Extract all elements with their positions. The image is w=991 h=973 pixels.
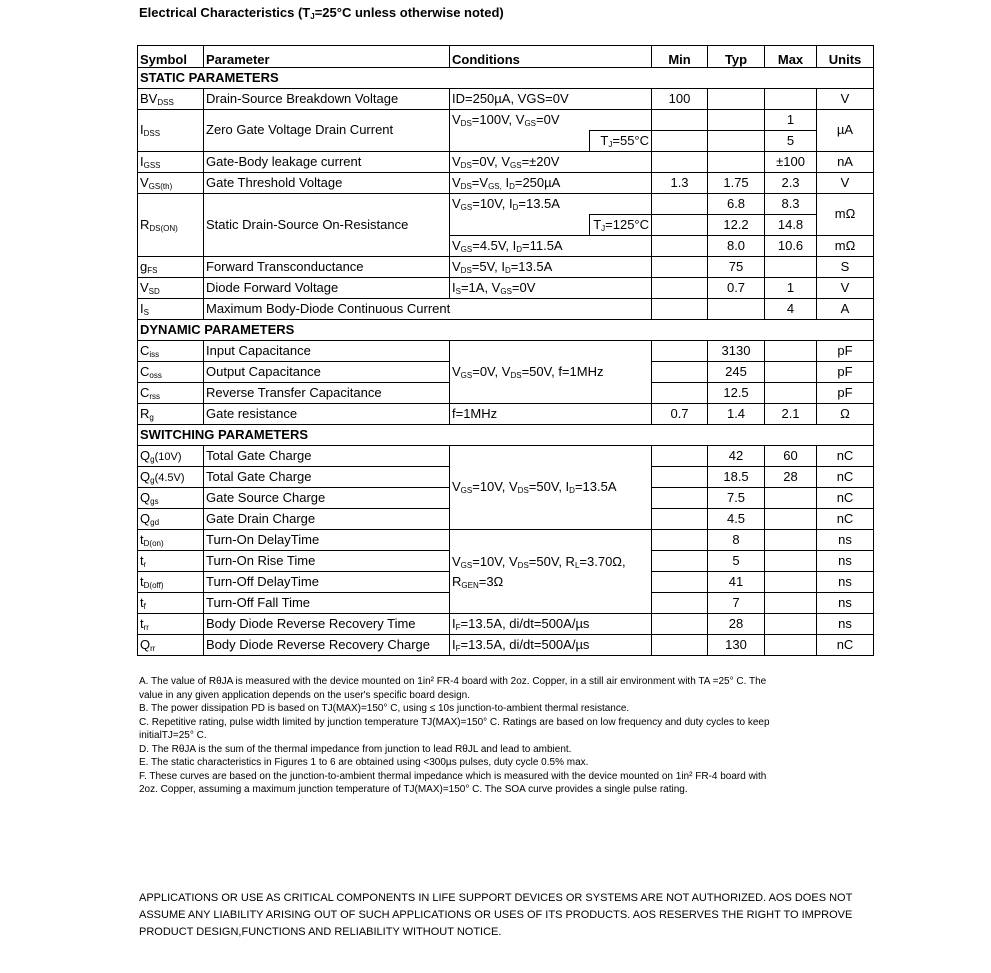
- header-min: Min: [652, 46, 708, 68]
- conditions-cell: $V_{DS}=0V$, $V_{GS}=\pm 20V$: [450, 152, 652, 173]
- footnotes: [139, 675, 859, 797]
- max-cell: 1: [765, 110, 817, 131]
- symbol-vsd: $V_{SD}$: [138, 278, 204, 299]
- typ-cell: 0.7: [708, 278, 765, 299]
- max-cell: [765, 614, 817, 635]
- units-cell: nA: [817, 152, 874, 173]
- min-cell: [652, 278, 708, 299]
- header-row: [138, 46, 874, 68]
- disclaimer: [139, 890, 879, 941]
- parameter-cell: Total Gate Charge: [204, 446, 450, 467]
- min-cell: [652, 194, 708, 215]
- footnote-a-line2: value in any given application depends on the user's specific board design.: [139, 689, 471, 701]
- header-units: Units: [817, 46, 874, 68]
- symbol-rdson: $R_{DS(ON)}$: [138, 194, 204, 257]
- typ-cell: 41: [708, 572, 765, 593]
- min-cell: [652, 257, 708, 278]
- units-cell: S: [817, 257, 874, 278]
- typ-cell: [708, 152, 765, 173]
- min-cell: 0.7: [652, 404, 708, 425]
- header-conditions: Conditions: [450, 46, 652, 68]
- footnote-d: D. The RθJA is the sum of the thermal impedance from junction to lead RθJL and lead to ambient.: [139, 743, 572, 755]
- symbol-trr: $t_{rr}$: [138, 614, 204, 635]
- parameter-cell: Output Capacitance: [204, 362, 450, 383]
- units-cell: ns: [817, 572, 874, 593]
- parameter-cell: Turn-On DelayTime: [204, 530, 450, 551]
- units-cell: nC: [817, 446, 874, 467]
- symbol-crss: $C_{rss}$: [138, 383, 204, 404]
- units-cell: ns: [817, 530, 874, 551]
- symbol-rg: $R_g$: [138, 404, 204, 425]
- symbol-tf: $t_f$: [138, 593, 204, 614]
- max-cell: [765, 530, 817, 551]
- symbol-coss: $C_{oss}$: [138, 362, 204, 383]
- typ-cell: 7: [708, 593, 765, 614]
- units-cell: ns: [817, 593, 874, 614]
- conditions-cell: ID=250µA, VGS=0V: [450, 89, 652, 110]
- max-cell: [765, 551, 817, 572]
- footnote-b: B. The power dissipation PD is based on TJ(MAX)=150° C, using ≤ 10s junction-to-ambient thermal resistance.: [139, 703, 630, 714]
- table-row: [138, 89, 874, 110]
- table-row: [138, 110, 874, 131]
- footnote-c-line2: initialTJ=25° C.: [139, 730, 207, 741]
- units-cell: ns: [817, 551, 874, 572]
- max-cell: 1: [765, 278, 817, 299]
- typ-cell: 12.5: [708, 383, 765, 404]
- typ-cell: 7.5: [708, 488, 765, 509]
- min-cell: [652, 614, 708, 635]
- table-row: [138, 404, 874, 425]
- min-cell: [652, 509, 708, 530]
- symbol-tr: $t_r$: [138, 551, 204, 572]
- min-cell: [652, 593, 708, 614]
- units-cell: A: [817, 299, 874, 320]
- parameter-cell: Maximum Body-Diode Continuous Current: [204, 299, 652, 320]
- symbol-qrr: $Q_{rr}$: [138, 635, 204, 656]
- typ-cell: 130: [708, 635, 765, 656]
- conditions-cell: f=1MHz: [450, 404, 652, 425]
- min-cell: [652, 551, 708, 572]
- conditions-cell: $I_S=1A$, $V_{GS}=0V$: [450, 278, 652, 299]
- min-cell: [652, 467, 708, 488]
- parameter-cell: Zero Gate Voltage Drain Current: [204, 110, 450, 152]
- parameter-cell: Forward Transconductance: [204, 257, 450, 278]
- table-row: [138, 152, 874, 173]
- temp-condition-cell: $T_J=125^\circ C$: [590, 215, 652, 236]
- table-row: [138, 530, 874, 551]
- footnote-f-line1: F. These curves are based on the junction-to-ambient thermal impedance which is measured with the device mounted on 1in² FR-4 board with: [139, 770, 767, 782]
- symbol-qgd: $Q_{gd}$: [138, 509, 204, 530]
- min-cell: [652, 635, 708, 656]
- min-cell: [652, 299, 708, 320]
- temp-condition-cell: $T_J=55^\circ C$: [590, 131, 652, 152]
- min-cell: [652, 572, 708, 593]
- min-cell: 1.3: [652, 173, 708, 194]
- units-cell: pF: [817, 341, 874, 362]
- max-cell: [765, 341, 817, 362]
- section-dynamic: DYNAMIC PARAMETERS: [138, 320, 874, 341]
- symbol-tdoff: $t_{D(off)}$: [138, 572, 204, 593]
- parameter-cell: Body Diode Reverse Recovery Charge: [204, 635, 450, 656]
- min-cell: [652, 236, 708, 257]
- electrical-characteristics-table: [137, 45, 874, 656]
- min-cell: [652, 152, 708, 173]
- typ-cell: 1.4: [708, 404, 765, 425]
- table-row: [138, 257, 874, 278]
- parameter-cell: Total Gate Charge: [204, 467, 450, 488]
- max-cell: [765, 362, 817, 383]
- max-cell: [765, 572, 817, 593]
- min-cell: [652, 110, 708, 131]
- typ-cell: 8: [708, 530, 765, 551]
- max-cell: [765, 488, 817, 509]
- header-symbol: Symbol: [138, 46, 204, 68]
- typ-cell: [708, 110, 765, 131]
- max-cell: 4: [765, 299, 817, 320]
- typ-cell: 4.5: [708, 509, 765, 530]
- typ-cell: 5: [708, 551, 765, 572]
- symbol-gfs: $g_{FS}$: [138, 257, 204, 278]
- typ-cell: 18.5: [708, 467, 765, 488]
- parameter-cell: Gate-Body leakage current: [204, 152, 450, 173]
- table-row: [138, 446, 874, 467]
- conditions-cell: $V_{GS}=4.5V$, $I_D=11.5A$: [450, 236, 652, 257]
- max-cell: [765, 257, 817, 278]
- units-cell: pF: [817, 383, 874, 404]
- conditions-cell: $V_{DS}=100V$, $V_{GS}=0V$: [450, 110, 652, 131]
- symbol-ciss: $C_{iss}$: [138, 341, 204, 362]
- parameter-cell: Gate Source Charge: [204, 488, 450, 509]
- typ-cell: 28: [708, 614, 765, 635]
- min-cell: [652, 362, 708, 383]
- max-cell: [765, 89, 817, 110]
- table-row: [138, 278, 874, 299]
- parameter-cell: Turn-On Rise Time: [204, 551, 450, 572]
- parameter-cell: Static Drain-Source On-Resistance: [204, 194, 450, 257]
- typ-cell: [708, 131, 765, 152]
- units-cell: nC: [817, 635, 874, 656]
- disclaimer-line3: PRODUCT DESIGN,FUNCTIONS AND RELIABILITY WITHOUT NOTICE.: [139, 926, 502, 938]
- units-cell: Ω: [817, 404, 874, 425]
- conditions-cell: $I_F=13.5A$, di/dt=500A/µs: [450, 614, 652, 635]
- max-cell: 10.6: [765, 236, 817, 257]
- symbol-igss: $I_{GSS}$: [138, 152, 204, 173]
- footnote-f-line2: 2oz. Copper, assuming a maximum junction temperature of TJ(MAX)=150° C. The SOA curve provides a single pulse rating.: [139, 784, 688, 795]
- max-cell: [765, 509, 817, 530]
- units-cell: V: [817, 173, 874, 194]
- min-cell: [652, 488, 708, 509]
- footnote-c-line1: C. Repetitive rating, pulse width limited by junction temperature TJ(MAX)=150° C. Ratings are based on low frequency and duty cycles to keep: [139, 716, 770, 728]
- conditions-cell: $I_F=13.5A$, di/dt=500A/µs: [450, 635, 652, 656]
- max-cell: 2.1: [765, 404, 817, 425]
- max-cell: 28: [765, 467, 817, 488]
- min-cell: [652, 383, 708, 404]
- conditions-cell: $V_{GS}=10V$, $I_D=13.5A$: [450, 194, 652, 215]
- table-row: [138, 341, 874, 362]
- header-typ: Typ: [708, 46, 765, 68]
- page-title: Electrical Characteristics ($T_J=25^\circ C$ unless otherwise noted): [139, 5, 504, 21]
- footnote-e: E. The static characteristics in Figures 1 to 6 are obtained using <300µs pulses, duty cycle 0.5% max.: [139, 757, 589, 768]
- max-cell: [765, 593, 817, 614]
- conditions-cell: $V_{GS}=10V$, $V_{DS}=50V$, $R_L=3.70\Omega$, $R_{GEN}=3\Omega$: [450, 530, 652, 614]
- parameter-cell: Turn-Off Fall Time: [204, 593, 450, 614]
- typ-cell: 1.75: [708, 173, 765, 194]
- symbol-idss: $I_{DSS}$: [138, 110, 204, 152]
- typ-cell: 245: [708, 362, 765, 383]
- parameter-cell: Turn-Off DelayTime: [204, 572, 450, 593]
- parameter-cell: Gate Drain Charge: [204, 509, 450, 530]
- table-row: [138, 194, 874, 215]
- max-cell: ±100: [765, 152, 817, 173]
- units-cell: nC: [817, 488, 874, 509]
- max-cell: 2.3: [765, 173, 817, 194]
- typ-cell: 3130: [708, 341, 765, 362]
- disclaimer-line1: APPLICATIONS OR USE AS CRITICAL COMPONENTS IN LIFE SUPPORT DEVICES OR SYSTEMS ARE NOT AUTHORIZED. AOS DOES NOT: [139, 892, 853, 904]
- parameter-cell: Gate Threshold Voltage: [204, 173, 450, 194]
- symbol-qg10: $Q_g(10V)$: [138, 446, 204, 467]
- conditions-cell: $V_{GS}=10V$, $V_{DS}=50V$, $I_D=13.5A$: [450, 446, 652, 530]
- symbol-is: $I_S$: [138, 299, 204, 320]
- table-row: [138, 173, 874, 194]
- section-static: STATIC PARAMETERS: [138, 68, 874, 89]
- parameter-cell: Gate resistance: [204, 404, 450, 425]
- disclaimer-line2: ASSUME ANY LIABILITY ARISING OUT OF SUCH APPLICATIONS OR USES OF ITS PRODUCTS. AOS RESERVES THE RIGHT TO IMPROVE: [139, 909, 853, 921]
- typ-cell: 12.2: [708, 215, 765, 236]
- max-cell: 14.8: [765, 215, 817, 236]
- units-cell: µA: [817, 110, 874, 152]
- min-cell: [652, 215, 708, 236]
- footnote-a-line1: A. The value of RθJA is measured with the device mounted on 1in² FR-4 board with 2oz. Copper, in a still air environment with TA =25° C. The: [139, 676, 767, 687]
- max-cell: 5: [765, 131, 817, 152]
- units-cell: V: [817, 278, 874, 299]
- symbol-qg45: $Q_g(4.5V)$: [138, 467, 204, 488]
- typ-cell: 42: [708, 446, 765, 467]
- units-cell: ns: [817, 614, 874, 635]
- units-cell: nC: [817, 509, 874, 530]
- parameter-cell: Diode Forward Voltage: [204, 278, 450, 299]
- conditions-cell: $V_{DS}=5V$, $I_D=13.5A$: [450, 257, 652, 278]
- min-cell: [652, 131, 708, 152]
- parameter-cell: Body Diode Reverse Recovery Time: [204, 614, 450, 635]
- typ-cell: [708, 299, 765, 320]
- section-switching: SWITCHING PARAMETERS: [138, 425, 874, 446]
- typ-cell: 8.0: [708, 236, 765, 257]
- symbol-qgs: $Q_{gs}$: [138, 488, 204, 509]
- units-cell: nC: [817, 467, 874, 488]
- max-cell: 60: [765, 446, 817, 467]
- typ-cell: 6.8: [708, 194, 765, 215]
- min-cell: 100: [652, 89, 708, 110]
- units-cell: V: [817, 89, 874, 110]
- parameter-cell: Reverse Transfer Capacitance: [204, 383, 450, 404]
- conditions-cell: $V_{DS}=V_{GS,}$ $I_D=250\mu A$: [450, 173, 652, 194]
- typ-cell: 75: [708, 257, 765, 278]
- units-cell: mΩ: [817, 236, 874, 257]
- min-cell: [652, 446, 708, 467]
- symbol-bvdss: $BV_{DSS}$: [138, 89, 204, 110]
- conditions-cell: $V_{GS}=0V$, $V_{DS}=50V$, f=1MHz: [450, 341, 652, 404]
- symbol-vgsth: $V_{GS(th)}$: [138, 173, 204, 194]
- table-row: [138, 635, 874, 656]
- units-cell: mΩ: [817, 194, 874, 236]
- max-cell: [765, 635, 817, 656]
- min-cell: [652, 341, 708, 362]
- header-parameter: Parameter: [204, 46, 450, 68]
- min-cell: [652, 530, 708, 551]
- max-cell: 8.3: [765, 194, 817, 215]
- table-row: [138, 299, 874, 320]
- max-cell: [765, 383, 817, 404]
- typ-cell: [708, 89, 765, 110]
- symbol-tdon: $t_{D(on)}$: [138, 530, 204, 551]
- units-cell: pF: [817, 362, 874, 383]
- parameter-cell: Drain-Source Breakdown Voltage: [204, 89, 450, 110]
- table-row: [138, 614, 874, 635]
- parameter-cell: Input Capacitance: [204, 341, 450, 362]
- header-max: Max: [765, 46, 817, 68]
